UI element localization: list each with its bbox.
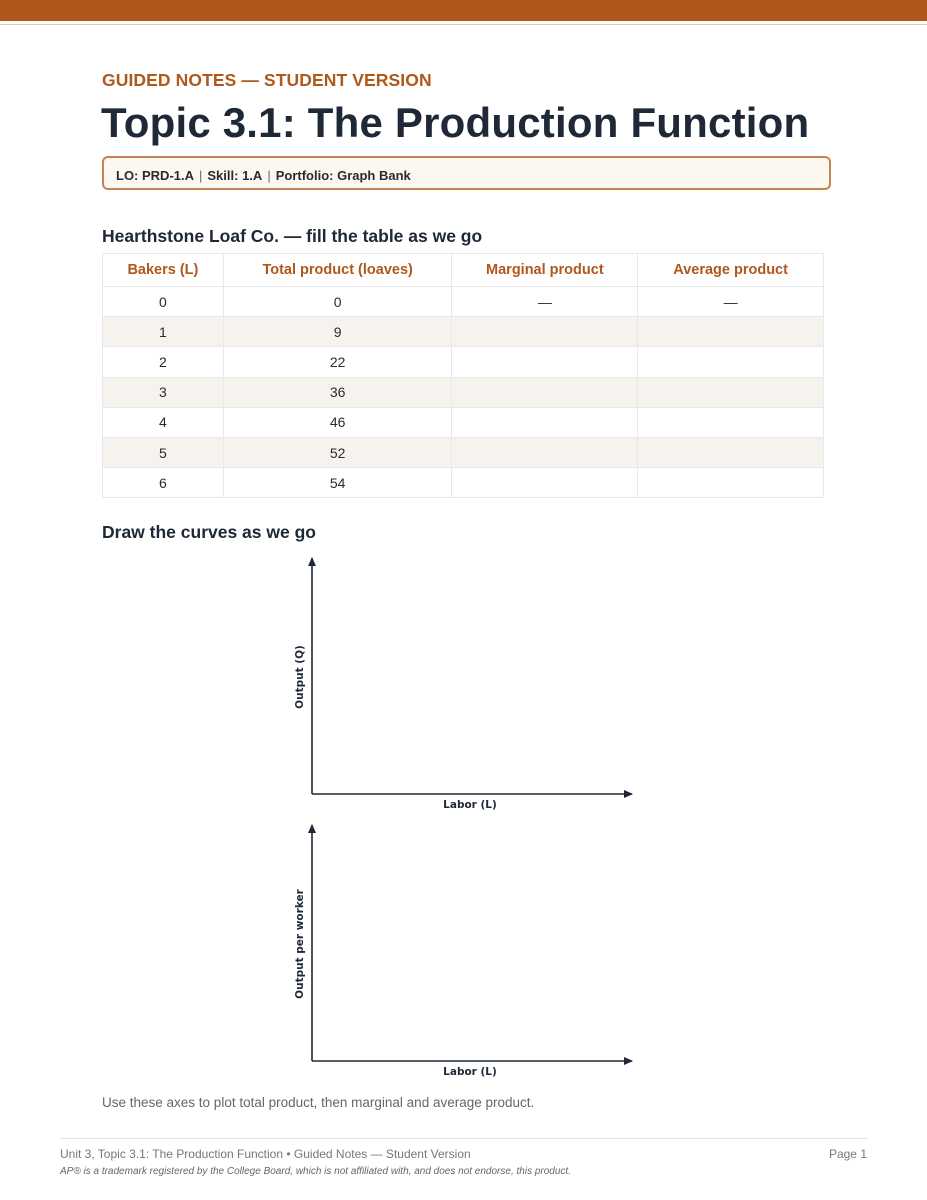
total-product-cell: 52 xyxy=(223,437,452,467)
table-heading: Hearthstone Loaf Co. — fill the table as we go xyxy=(102,226,483,246)
top-accent-bar xyxy=(0,0,927,21)
table-row xyxy=(103,347,824,377)
table-row xyxy=(103,287,824,317)
marginal-product-cell[interactable] xyxy=(452,317,638,347)
marginal-product-cell[interactable] xyxy=(452,347,638,377)
graphs-heading: Draw the curves as we go xyxy=(102,522,316,542)
bakers-cell: 1 xyxy=(103,317,224,347)
table-row xyxy=(103,468,824,498)
table-row xyxy=(103,377,824,407)
x-axis-label: Labor (L) xyxy=(443,1066,497,1078)
bakers-cell: 2 xyxy=(103,347,224,377)
average-product-cell[interactable] xyxy=(638,317,824,347)
lo-code: LO: PRD-1.A xyxy=(116,168,194,183)
production-table xyxy=(102,253,824,498)
average-product-cell: — xyxy=(638,287,824,317)
average-product-cell[interactable] xyxy=(638,437,824,467)
table-row xyxy=(103,437,824,467)
bakers-cell: 6 xyxy=(103,468,224,498)
top-accent-rule xyxy=(0,24,927,25)
average-product-cell[interactable] xyxy=(638,407,824,437)
table-row xyxy=(103,407,824,437)
bakers-cell: 4 xyxy=(103,407,224,437)
column-header-marginal-product: Marginal product xyxy=(452,254,638,287)
y-axis-label: Output per worker xyxy=(294,889,306,999)
bakers-cell: 5 xyxy=(103,437,224,467)
skill-code: Skill: 1.A xyxy=(207,168,263,183)
document-kicker: GUIDED NOTES — STUDENT VERSION xyxy=(102,70,432,90)
page-title: Topic 3.1: The Production Function xyxy=(101,99,810,146)
page-number: Page 1 xyxy=(828,1147,867,1161)
per-worker-axes[interactable] xyxy=(280,819,640,1081)
column-header-average-product: Average product xyxy=(638,254,824,287)
footer-rule xyxy=(60,1138,868,1139)
trademark-disclaimer: AP® is a trademark registered by the College Board, which is not affiliated with, and does not endorse, this product. xyxy=(60,1166,571,1177)
column-header-bakers: Bakers (L) xyxy=(103,254,224,287)
total-product-axes[interactable] xyxy=(280,552,640,814)
footer-title: Unit 3, Topic 3.1: The Production Function • Guided Notes — Student Version xyxy=(60,1147,471,1161)
average-product-cell[interactable] xyxy=(638,468,824,498)
bakers-cell: 3 xyxy=(103,377,224,407)
table-header-row xyxy=(103,254,824,287)
marginal-product-cell[interactable] xyxy=(452,407,638,437)
total-product-cell: 54 xyxy=(223,468,452,498)
total-product-cell: 36 xyxy=(223,377,452,407)
total-product-cell: 0 xyxy=(223,287,452,317)
column-header-total-product: Total product (loaves) xyxy=(223,254,452,287)
marginal-product-cell[interactable] xyxy=(452,468,638,498)
marginal-product-cell[interactable] xyxy=(452,437,638,467)
bakers-cell: 0 xyxy=(103,287,224,317)
marginal-product-cell: — xyxy=(452,287,638,317)
learning-objective-box xyxy=(102,156,831,190)
average-product-cell[interactable] xyxy=(638,377,824,407)
total-product-cell: 46 xyxy=(223,407,452,437)
table-row xyxy=(103,317,824,347)
x-axis-label: Labor (L) xyxy=(443,799,497,811)
marginal-product-cell[interactable] xyxy=(452,377,638,407)
total-product-cell: 9 xyxy=(223,317,452,347)
y-axis-label: Output (Q) xyxy=(294,645,306,709)
plotting-instructions: Use these axes to plot total product, then marginal and average product. xyxy=(102,1095,535,1110)
portfolio-label: Portfolio: Graph Bank xyxy=(275,168,411,183)
separator: | xyxy=(199,168,203,183)
separator: | xyxy=(267,168,271,183)
average-product-cell[interactable] xyxy=(638,347,824,377)
total-product-cell: 22 xyxy=(223,347,452,377)
